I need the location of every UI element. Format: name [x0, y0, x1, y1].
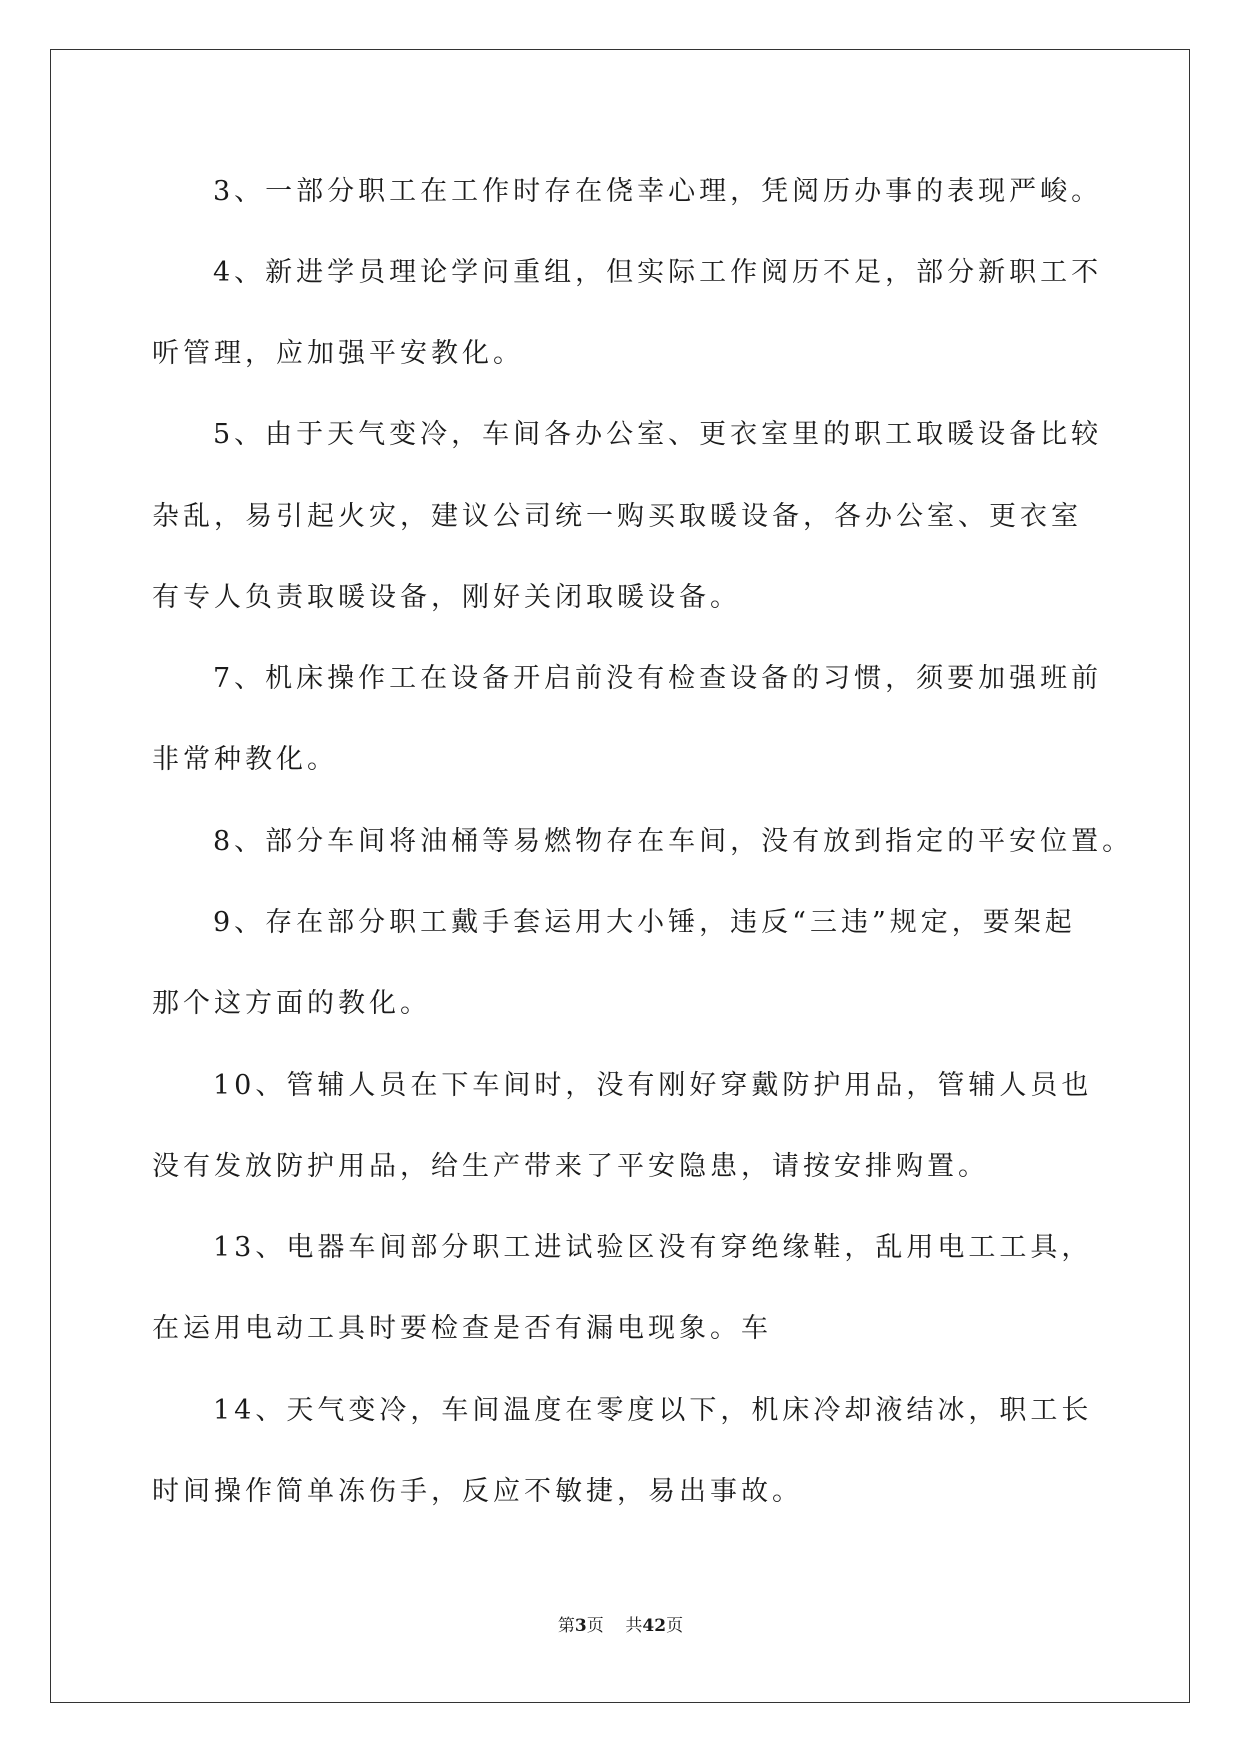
text-line: 没有发放防护用品，给生产带来了平安隐患，请按安排购置。 [152, 1151, 989, 1182]
text-line: 时间操作简单冻伤手，反应不敏捷，易出事故。 [152, 1476, 803, 1507]
page-border [50, 49, 1190, 1703]
text-line: 10、管辅人员在下车间时，没有刚好穿戴防护用品，管辅人员也 [213, 1070, 1093, 1101]
text-line: 13、电器车间部分职工进试验区没有穿绝缘鞋，乱用电工工具， [213, 1232, 1093, 1263]
text-line: 杂乱，易引起火灾，建议公司统一购买取暖设备，各办公室、更衣室 [152, 501, 1082, 532]
text-line: 8、部分车间将油桶等易燃物存在车间，没有放到指定的平安位置。 [213, 826, 1134, 857]
text-line: 3、一部分职工在工作时存在侥幸心理，凭阅历办事的表现严峻。 [213, 176, 1103, 207]
text-line: 5、由于天气变冷，车间各办公室、更衣室里的职工取暖设备比较 [213, 419, 1103, 450]
total-pages-number: 42 [642, 1616, 667, 1636]
text-line: 听管理，应加强平安教化。 [152, 338, 524, 369]
text-line: 14、天气变冷，车间温度在零度以下，机床冷却液结冰，职工长 [213, 1395, 1093, 1426]
current-page-number: 3 [574, 1616, 587, 1636]
text-line: 4、新进学员理论学问重组，但实际工作阅历不足，部分新职工不 [213, 257, 1103, 288]
text-line: 那个这方面的教化。 [152, 988, 431, 1019]
footer-total-prefix: 共 [625, 1616, 643, 1636]
text-line: 有专人负责取暖设备，刚好关闭取暖设备。 [152, 582, 741, 613]
text-line: 9、存在部分职工戴手套运用大小锤，违反“三违”规定，要架起 [213, 907, 1076, 938]
footer-prefix: 第 [557, 1616, 575, 1636]
text-line: 非常种教化。 [152, 744, 338, 775]
text-line: 7、机床操作工在设备开启前没有检查设备的习惯，须要加强班前 [213, 663, 1103, 694]
page-number-footer [0, 1614, 1241, 1638]
text-line: 在运用电动工具时要检查是否有漏电现象。车 [152, 1313, 772, 1344]
footer-total-unit: 页 [666, 1616, 684, 1636]
footer-page-unit: 页 [586, 1616, 604, 1636]
